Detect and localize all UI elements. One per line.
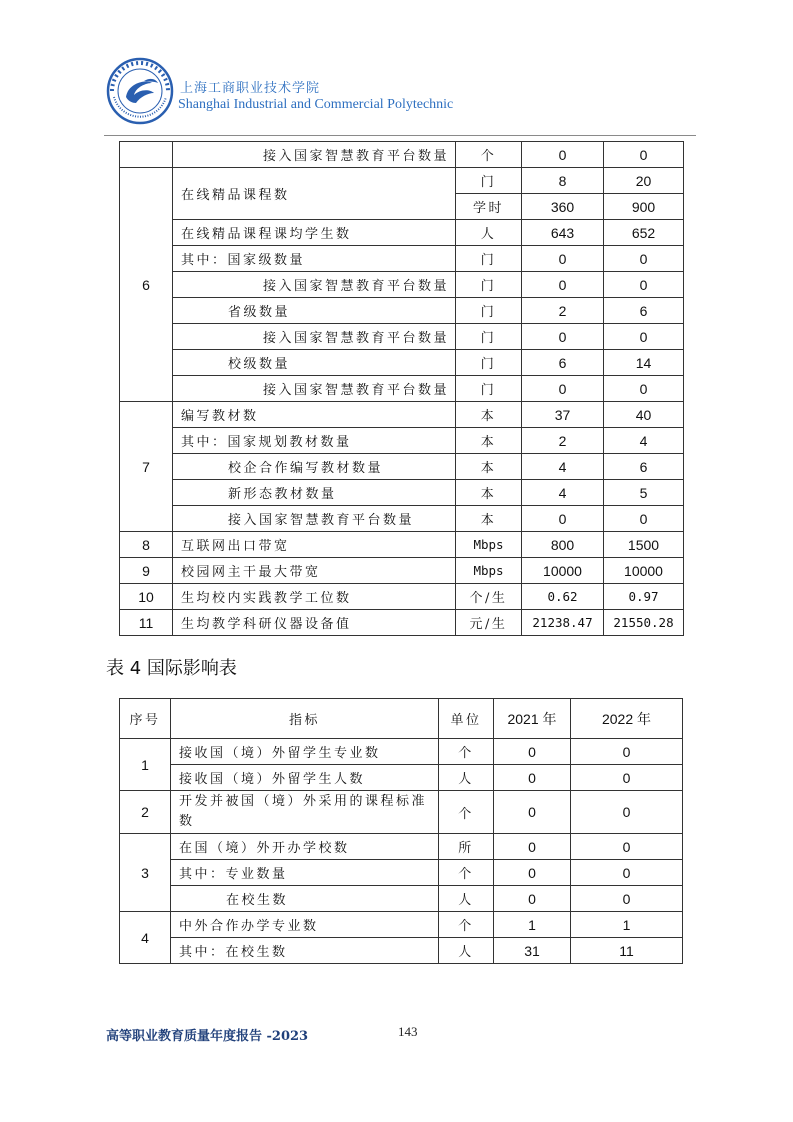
value-2022-cell: 652 — [604, 220, 684, 246]
indicator-cell: 接收国（境）外留学生专业数 — [171, 739, 439, 765]
table-row — [120, 480, 684, 506]
value-2021-cell: 0 — [494, 886, 571, 912]
indicator-cell: 校级数量 — [173, 350, 456, 376]
unit-cell: 门 — [456, 298, 522, 324]
value-2021-cell: 10000 — [522, 558, 604, 584]
value-2021-cell: 2 — [522, 298, 604, 324]
indicator-cell: 其中：专业数量 — [171, 860, 439, 886]
value-2022-cell: 0 — [604, 376, 684, 402]
table-row — [120, 558, 684, 584]
value-2022-cell: 14 — [604, 350, 684, 376]
indicator-cell: 在线精品课程课均学生数 — [173, 220, 456, 246]
table-row — [120, 246, 684, 272]
unit-cell: 个 — [439, 791, 494, 834]
seq-cell: 1 — [120, 739, 171, 791]
value-2021-cell: 31 — [494, 938, 571, 964]
indicator-cell: 接入国家智慧教育平台数量 — [173, 272, 456, 298]
seq-cell: 7 — [120, 402, 173, 532]
indicator-cell: 在国（境）外开办学校数 — [171, 834, 439, 860]
unit-cell: 本 — [456, 480, 522, 506]
unit-cell: 学时 — [456, 194, 522, 220]
school-name-en: Shanghai Industrial and Commercial Polytechnic — [178, 97, 454, 112]
value-2022-cell: 6 — [604, 298, 684, 324]
unit-cell: 元/生 — [456, 610, 522, 636]
table-row — [120, 610, 684, 636]
indicator-cell: 其中：国家级数量 — [173, 246, 456, 272]
value-2022-cell: 0 — [604, 506, 684, 532]
value-2021-cell: 0 — [522, 506, 604, 532]
seq-cell: 10 — [120, 584, 173, 610]
value-2021-cell: 643 — [522, 220, 604, 246]
unit-cell: 个 — [456, 142, 522, 168]
table-row — [120, 532, 684, 558]
indicator-cell: 接入国家智慧教育平台数量 — [173, 376, 456, 402]
value-2022-cell: 0 — [604, 142, 684, 168]
value-2021-cell: 0 — [494, 834, 571, 860]
indicator-cell: 编写教材数 — [173, 402, 456, 428]
indicator-cell: 省级数量 — [173, 298, 456, 324]
indicator-cell: 其中：在校生数 — [171, 938, 439, 964]
table-row — [120, 168, 684, 194]
seq-cell: 11 — [120, 610, 173, 636]
value-2022-cell: 5 — [604, 480, 684, 506]
table-header-row — [120, 699, 683, 739]
value-2021-cell: 0 — [522, 272, 604, 298]
value-2022-cell: 21550.28 — [604, 610, 684, 636]
unit-cell: Mbps — [456, 558, 522, 584]
value-2021-cell: 0.62 — [522, 584, 604, 610]
value-2022-cell: 0 — [571, 765, 683, 791]
value-2021-cell: 2 — [522, 428, 604, 454]
value-2022-cell: 0 — [571, 860, 683, 886]
unit-cell: Mbps — [456, 532, 522, 558]
page-header — [104, 55, 696, 135]
table-row — [120, 298, 684, 324]
unit-cell: 门 — [456, 272, 522, 298]
school-name-cn: 上海工商职业技术学院 — [180, 81, 321, 96]
header-2022: 2022 年 — [571, 699, 683, 739]
value-2021-cell: 0 — [522, 246, 604, 272]
value-2022-cell: 20 — [604, 168, 684, 194]
table-row — [120, 142, 684, 168]
value-2022-cell: 4 — [604, 428, 684, 454]
value-2021-cell: 8 — [522, 168, 604, 194]
seq-cell: 9 — [120, 558, 173, 584]
indicator-cell: 互联网出口带宽 — [173, 532, 456, 558]
value-2022-cell: 40 — [604, 402, 684, 428]
seq-cell — [120, 142, 173, 168]
table-row — [120, 791, 683, 834]
indicator-cell: 开发并被国（境）外采用的课程标准数 — [171, 791, 439, 834]
value-2021-cell: 6 — [522, 350, 604, 376]
value-2022-cell: 1 — [571, 912, 683, 938]
header-indicator: 指标 — [171, 699, 439, 739]
unit-cell: 个 — [439, 860, 494, 886]
table-row — [120, 454, 684, 480]
header-2021: 2021 年 — [494, 699, 571, 739]
value-2021-cell: 4 — [522, 454, 604, 480]
table-row — [120, 834, 683, 860]
unit-cell: 所 — [439, 834, 494, 860]
indicator-cell: 生均校内实践教学工位数 — [173, 584, 456, 610]
value-2021-cell: 0 — [494, 765, 571, 791]
seq-cell: 2 — [120, 791, 171, 834]
value-2022-cell: 6 — [604, 454, 684, 480]
report-title: 高等职业教育质量年度报告 -2023 — [106, 1029, 309, 1044]
infrastructure-table — [119, 141, 684, 636]
table-row — [120, 220, 684, 246]
unit-cell: 门 — [456, 376, 522, 402]
table-row — [120, 765, 683, 791]
unit-cell: 门 — [456, 324, 522, 350]
indicator-cell: 新形态教材数量 — [173, 480, 456, 506]
header-unit: 单位 — [439, 699, 494, 739]
indicator-cell: 接收国（境）外留学生人数 — [171, 765, 439, 791]
seq-cell: 4 — [120, 912, 171, 964]
seq-cell: 3 — [120, 834, 171, 912]
value-2022-cell: 0 — [604, 272, 684, 298]
indicator-cell: 中外合作办学专业数 — [171, 912, 439, 938]
unit-cell: 个 — [439, 739, 494, 765]
indicator-cell: 校企合作编写教材数量 — [173, 454, 456, 480]
indicator-cell: 接入国家智慧教育平台数量 — [173, 142, 456, 168]
value-2021-cell: 21238.47 — [522, 610, 604, 636]
table-row — [120, 376, 684, 402]
value-2022-cell: 0 — [571, 791, 683, 834]
seq-cell: 6 — [120, 168, 173, 402]
table-row — [120, 912, 683, 938]
value-2021-cell: 0 — [494, 860, 571, 886]
seq-cell: 8 — [120, 532, 173, 558]
value-2022-cell: 1500 — [604, 532, 684, 558]
value-2021-cell: 0 — [522, 376, 604, 402]
unit-cell: 门 — [456, 168, 522, 194]
indicator-cell: 生均教学科研仪器设备值 — [173, 610, 456, 636]
page-number: 143 — [398, 1024, 418, 1039]
value-2021-cell: 37 — [522, 402, 604, 428]
value-2022-cell: 0 — [571, 834, 683, 860]
indicator-cell: 其中：国家规划教材数量 — [173, 428, 456, 454]
table-row — [120, 324, 684, 350]
unit-cell: 个 — [439, 912, 494, 938]
indicator-cell: 接入国家智慧教育平台数量 — [173, 506, 456, 532]
table-row — [120, 402, 684, 428]
indicator-cell: 在线精品课程数 — [173, 168, 456, 220]
unit-cell: 人 — [439, 765, 494, 791]
value-2022-cell: 0.97 — [604, 584, 684, 610]
value-2021-cell: 0 — [522, 142, 604, 168]
indicator-cell: 在校生数 — [171, 886, 439, 912]
value-2022-cell: 0 — [571, 739, 683, 765]
unit-cell: 个/生 — [456, 584, 522, 610]
value-2022-cell: 0 — [604, 246, 684, 272]
value-2021-cell: 360 — [522, 194, 604, 220]
international-influence-table — [119, 698, 683, 964]
school-seal-logo-icon — [106, 57, 174, 125]
value-2022-cell: 10000 — [604, 558, 684, 584]
unit-cell: 本 — [456, 402, 522, 428]
unit-cell: 人 — [439, 938, 494, 964]
value-2022-cell: 900 — [604, 194, 684, 220]
value-2021-cell: 800 — [522, 532, 604, 558]
table-row — [120, 860, 683, 886]
header-divider — [104, 135, 696, 136]
table-title: 表 4 国际影响表 — [106, 658, 237, 679]
table-row — [120, 350, 684, 376]
indicator-cell: 校园网主干最大带宽 — [173, 558, 456, 584]
unit-cell: 本 — [456, 506, 522, 532]
value-2022-cell: 11 — [571, 938, 683, 964]
indicator-cell: 接入国家智慧教育平台数量 — [173, 324, 456, 350]
unit-cell: 人 — [456, 220, 522, 246]
value-2022-cell: 0 — [571, 886, 683, 912]
table-row — [120, 272, 684, 298]
value-2021-cell: 0 — [494, 739, 571, 765]
unit-cell: 本 — [456, 454, 522, 480]
table-row — [120, 739, 683, 765]
table-row — [120, 584, 684, 610]
table-row — [120, 506, 684, 532]
table-row — [120, 886, 683, 912]
header-seq: 序号 — [120, 699, 171, 739]
value-2022-cell: 0 — [604, 324, 684, 350]
unit-cell: 门 — [456, 350, 522, 376]
value-2021-cell: 0 — [494, 791, 571, 834]
table-row — [120, 938, 683, 964]
unit-cell: 人 — [439, 886, 494, 912]
unit-cell: 本 — [456, 428, 522, 454]
value-2021-cell: 1 — [494, 912, 571, 938]
value-2021-cell: 4 — [522, 480, 604, 506]
value-2021-cell: 0 — [522, 324, 604, 350]
table-row — [120, 428, 684, 454]
unit-cell: 门 — [456, 246, 522, 272]
